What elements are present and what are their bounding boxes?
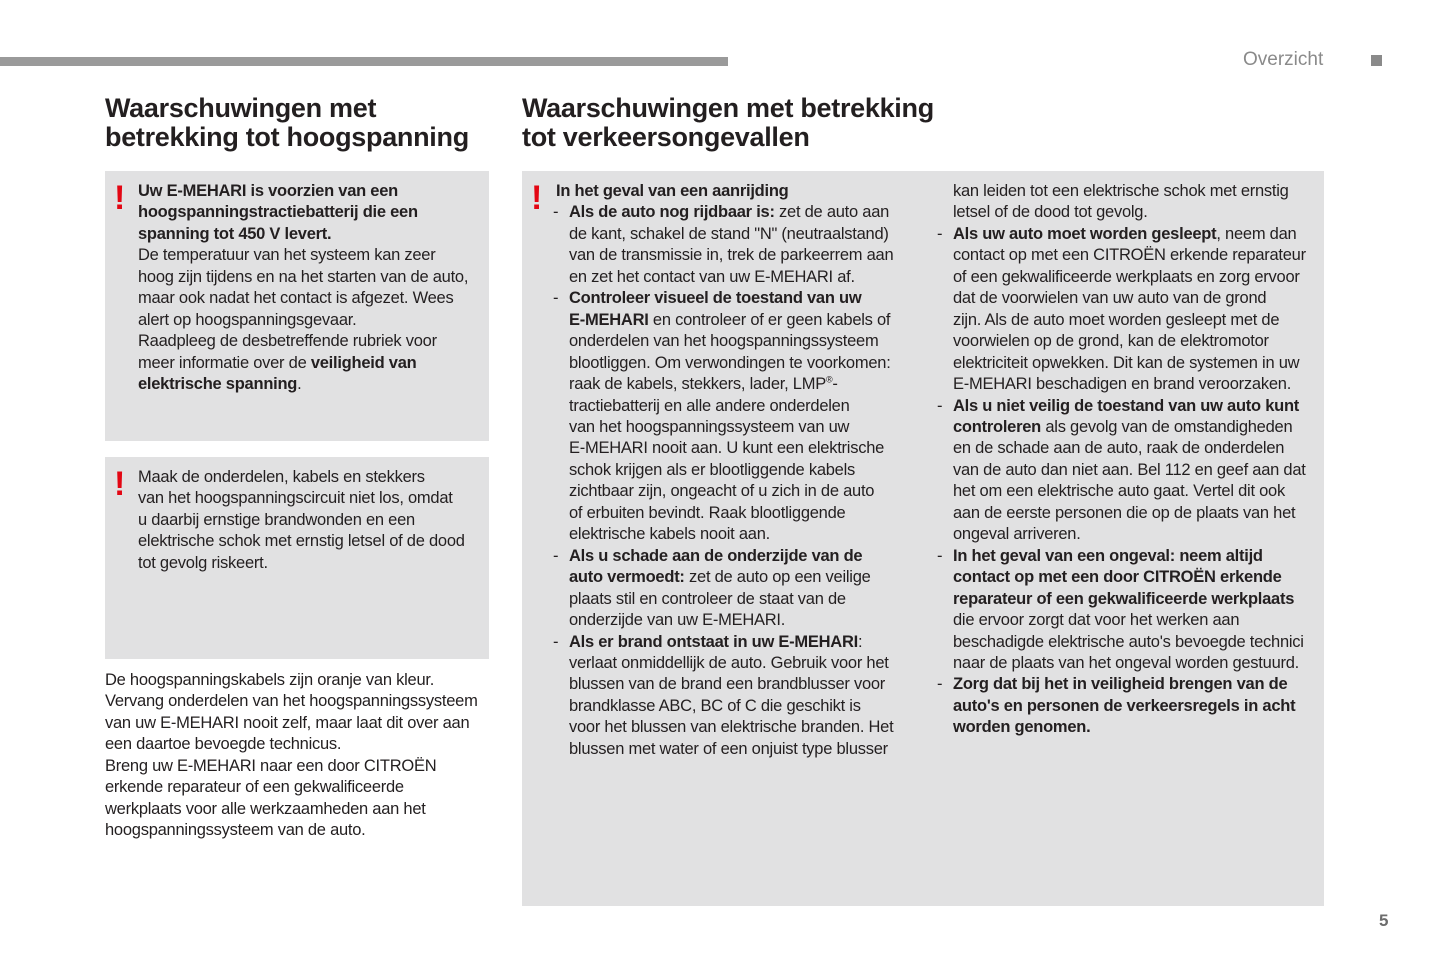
list-dash: - [937,546,943,565]
text-line: E-MEHARI beschadigen en brand veroorzaken. [953,375,1292,394]
text-line [569,374,926,395]
text-line: auto's en personen de verkeersregels in acht [953,696,1296,715]
text-run: meer informatie over de [138,353,311,372]
text-line: Maak de onderdelen, kabels en stekkers [138,468,425,486]
text-line: E-MEHARI nooit aan. U kunt een elektrische [569,439,885,458]
warning-box-text [138,467,465,574]
text-line: spanning tot 450 V levert. [138,224,332,243]
text-line: blussen van de brand een brandblusser voor [569,675,886,694]
text-line [138,374,468,395]
text-line: worden genomen. [953,718,1091,737]
text-line [569,632,926,653]
list-dash: - [937,224,943,243]
text-line: van de transmissie in, trek de parkeerrem aan [569,246,894,265]
list-dash: - [553,632,559,651]
text-run: E-MEHARI [569,310,649,329]
warning-box-text [138,181,468,396]
text-run: zet de auto op een veilige [684,568,871,587]
list-dash: - [553,289,559,308]
text-line: De temperatuur van het systeem kan zeer [138,246,436,265]
text-line: u daarbij ernstige brandwonden en een [138,510,415,529]
registered-mark: ® [825,374,833,385]
text-line: van de auto dan niet aan. Bel 112 en geef aan dat [953,460,1306,479]
text-line [569,310,926,331]
text-run: . [297,375,302,394]
text-line: verlaat onmiddellijk de auto. Gebruik voor het [569,653,889,672]
text-line: voor het blussen van elektrische branden. Het [569,718,894,737]
text-line: dat de voorwielen van uw auto van de grond [953,289,1267,308]
accident-title: In het geval van een aanrijding [556,182,789,200]
text-line: die ervoor zorgt dat voor het werken aan [953,611,1240,630]
text-run: raak de kabels, stekkers, lader, LMP [569,375,826,394]
text-line: naar de plaats van het ongeval worden gestuurd. [953,653,1299,672]
warning-box-accidents [522,171,1324,906]
list-item [937,224,1320,396]
list-item [553,288,926,545]
text-line: ongeval arriveren. [953,525,1081,544]
text-line: Uw E-MEHARI is voorzien van een [138,182,398,200]
text-line: of een gekwalificeerde werkplaats en zorg ervoor [953,267,1300,286]
text-line: letsel of de dood tot gevolg. [953,203,1148,222]
text-run: Als de auto nog rijdbaar is: [569,203,775,222]
text-line: zijn. Als de auto moet worden gesleept met de [953,310,1280,329]
right-heading-line: Waarschuwingen met betrekking [522,93,934,123]
left-heading-line: Waarschuwingen met [105,93,377,123]
list-item [937,546,1320,675]
text-line: van het hoogspanningssysteem van uw [569,417,850,436]
text-run: , neem dan [1216,224,1297,243]
text-line: hoogspanningstractiebatterij die een [138,203,418,222]
text-line: blootliggen. Om verwondingen te voorkomen: [569,353,891,372]
text-line: maar ook nadat het contact is afgezet. Wees [138,289,454,308]
text-line: tot gevolg riskeert. [138,553,268,572]
left-heading-line: betrekking tot hoogspanning [105,122,469,152]
text-line: een daartoe bevoegde technicus. [105,735,342,754]
text-line: schok krijgen als er blootliggende kabels [569,460,856,479]
text-line: zichtbaar zijn, ongeacht of u zich in de auto [569,482,875,501]
text-run: Als uw auto moet worden gesleept [953,224,1217,243]
text-line: Breng uw E-MEHARI naar een door CITROËN [105,756,437,775]
text-line: contact op met een door CITROËN erkende [953,568,1282,587]
text-line [953,224,1320,245]
text-line: van uw E-MEHARI nooit zelf, maar laat dit over aan [105,713,470,732]
text-line [569,567,926,588]
text-line: De hoogspanningskabels zijn oranje van kleur. [105,671,435,689]
text-run: controleren [953,417,1042,436]
right-heading-line: tot verkeersongevallen [522,122,810,152]
text-line: Als u schade aan de onderzijde van de [569,546,863,565]
list-dash: - [937,675,943,694]
text-line [953,417,1320,438]
warning-icon: ! [114,179,126,217]
text-run: Als er brand ontstaat in uw E-MEHARI [569,632,858,651]
list-dash: - [553,203,559,222]
text-line: de kant, schakel de stand "N" (neutraalstand) [569,224,889,243]
text-line: aan de eerste personen die op de plaats van het [953,503,1296,522]
text-line: Raadpleeg de desbetreffende rubriek voor [138,332,437,351]
text-run: zet de auto aan [774,203,890,222]
text-line: van het hoogspanningscircuit niet los, omdat [138,489,453,508]
list-dash: - [553,546,559,565]
text-line: Als u niet veilig de toestand van uw auto kunt [953,396,1300,415]
text-line: plaats stil en controleer de staat van de [569,589,846,608]
accident-column-2 [937,181,1320,739]
text-line: Zorg dat bij het in veiligheid brengen van de [953,675,1288,694]
left-heading [105,94,469,152]
text-line: en de schade aan de auto, raak de onderdelen [953,439,1285,458]
text-run: auto vermoedt: [569,568,685,587]
list-dash: - [937,396,943,415]
text-run: : [857,632,863,651]
text-run: elektrische spanning [138,375,298,394]
text-line: erkende reparateur of een gekwalificeerde [105,778,404,797]
text-line: onderdelen van het hoogspanningssysteem [569,332,879,351]
text-run: als gevolg van de omstandigheden [1041,417,1293,436]
list-item [553,546,926,632]
text-line: onderzijde van uw E-MEHARI. [569,611,786,630]
warning-box-high-voltage [105,171,489,441]
page-number: 5 [1379,911,1389,930]
text-line: Controleer visueel de toestand van uw [569,289,862,308]
list-item-continued [940,181,1320,224]
text-run: veiligheid van [310,353,417,372]
text-line: elektrische schok met ernstig letsel of de dood [138,532,465,551]
text-line [569,202,926,223]
right-heading [522,94,934,152]
warning-icon: ! [531,179,543,217]
text-run: en controleer of er geen kabels of [648,310,891,329]
text-line: kan leiden tot een elektrische schok met ernstig [953,182,1289,200]
text-line: hoog zijn tijdens en na het starten van de auto, [138,267,469,286]
accident-column-1 [553,181,926,760]
header-bar [0,57,728,66]
list-item [553,632,926,761]
text-line: elektriciteit opwekken. Dit kan de systemen in uw [953,353,1300,372]
text-line: blussen met water of een onjuist type blusser [569,739,888,758]
text-line: en zet het contact van uw E-MEHARI af. [569,267,855,286]
text-line: brandklasse ABC, BC of C die geschikt is [569,696,861,715]
left-body-text [105,670,478,842]
list-item [553,202,926,288]
warning-icon: ! [114,465,126,503]
text-line: In het geval van een ongeval: neem altijd [953,546,1263,565]
text-line: voorwielen op de grond, kan de elektromotor [953,332,1269,351]
list-item [937,396,1320,546]
section-label: Overzicht [1243,49,1324,70]
warning-box-components [105,457,489,659]
list-item [937,674,1320,738]
text-run: - [832,375,838,394]
text-line [138,353,468,374]
section-marker [1371,55,1382,66]
text-line: elektrische kabels nooit aan. [569,525,770,544]
text-line: het om een elektrische auto gaat. Vertel dit ook [953,482,1285,501]
text-line: werkplaats voor alle werkzaamheden aan het [105,799,426,818]
text-line: tractiebatterij en alle andere onderdelen [569,396,850,415]
text-line: Vervang onderdelen van het hoogspanningssysteem [105,692,478,711]
text-line: of erbuiten bevindt. Raak blootliggende [569,503,846,522]
text-line: beschadigde elektrische auto's bevoegde technici [953,632,1304,651]
text-line: hoogspanningssysteem van de auto. [105,821,366,840]
text-line: reparateur of een gekwalificeerde werkplaats [953,589,1295,608]
text-line: contact op met een CITROËN erkende reparateur [953,246,1306,265]
text-line: alert op hoogspanningsgevaar. [138,310,357,329]
